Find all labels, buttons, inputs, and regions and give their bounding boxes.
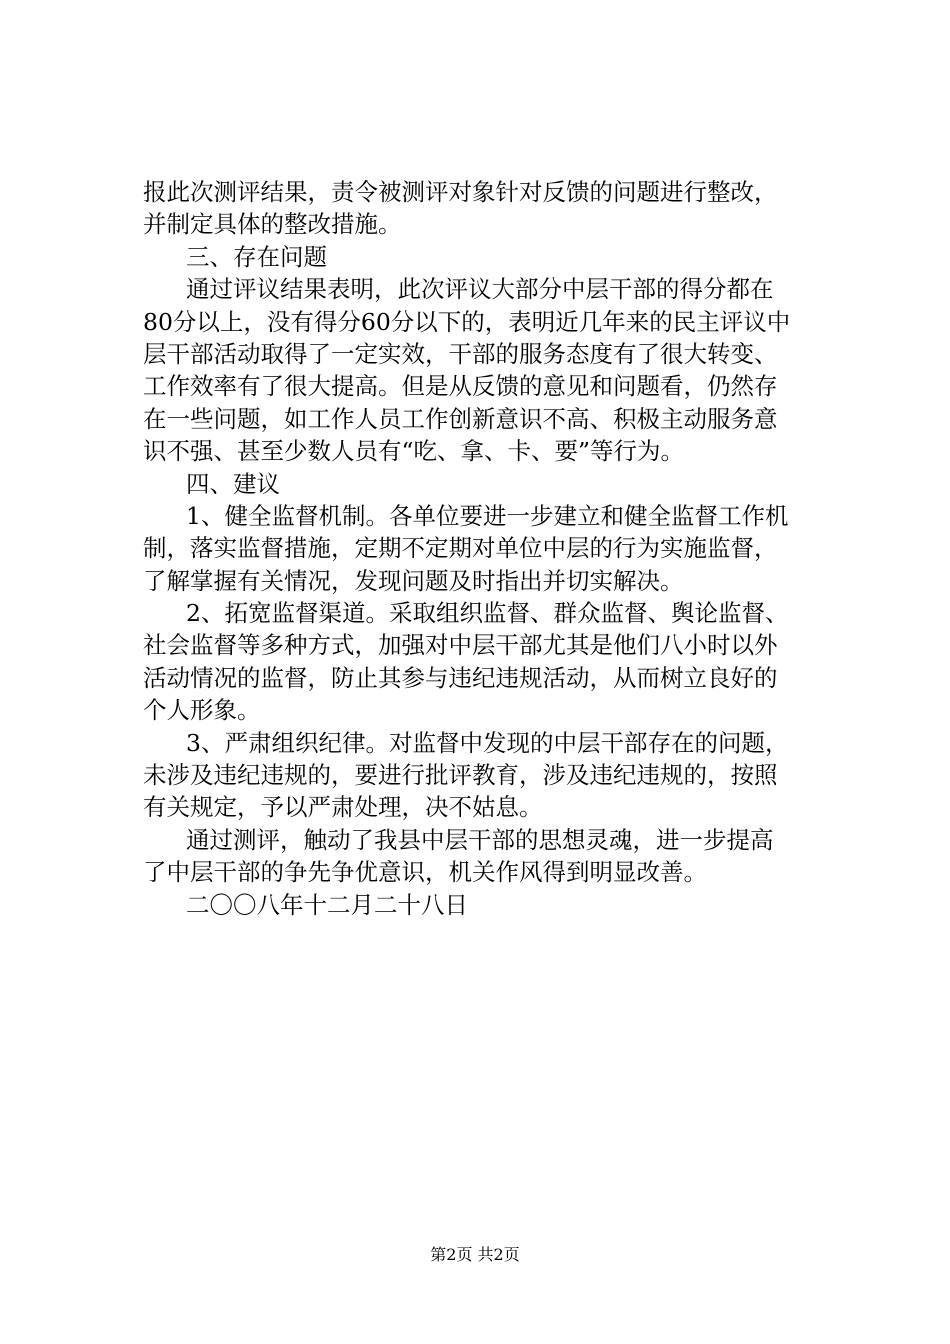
- text-line: 活动情况的监督，防止其参与违纪违规活动，从而树立良好的: [143, 663, 778, 692]
- text-line: 2、拓宽监督渠道。采取组织监督、群众监督、舆论监督、: [186, 599, 789, 628]
- text-line: 80分以上，没有得分60分以下的，表明近几年来的民主评议中: [143, 307, 791, 336]
- text-line: 制，落实监督措施，定期不定期对单位中层的行为实施监督，: [143, 534, 778, 563]
- text-line: 报此次测评结果，责令被测评对象针对反馈的问题进行整改，: [143, 178, 778, 206]
- text-line: 在一些问题，如工作人员工作创新意识不高、积极主动服务意: [143, 404, 778, 433]
- document-date: 二〇〇八年十二月二十八日: [186, 890, 468, 919]
- text-line: 未涉及违纪违规的，要进行批评教育，涉及违纪违规的，按照: [143, 761, 778, 790]
- text-line: 了解掌握有关情况，发现问题及时指出并切实解决。: [143, 566, 684, 595]
- text-line: 1、健全监督机制。各单位要进一步建立和健全监督工作机: [186, 501, 789, 530]
- document-body: [143, 176, 833, 921]
- text-line: 识不强、甚至少数人员有“吃、拿、卡、要”等行为。: [143, 437, 685, 466]
- text-line: 有关规定，予以严肃处理，决不姑息。: [143, 793, 543, 822]
- section-heading-suggestions: 四、建议: [186, 469, 280, 498]
- text-line: 个人形象。: [143, 696, 261, 725]
- section-heading-issues: 三、存在问题: [186, 242, 327, 271]
- page-number-footer: 第2页 共2页: [430, 1245, 520, 1264]
- text-line: 并制定具体的整改措施。: [143, 210, 402, 239]
- text-line: 通过测评，触动了我县中层干部的思想灵魂，进一步提高: [186, 825, 774, 854]
- text-line: 社会监督等多种方式，加强对中层干部尤其是他们八小时以外: [143, 631, 778, 660]
- text-line: 3、严肃组织纪律。对监督中发现的中层干部存在的问题，: [186, 728, 789, 757]
- text-line: 工作效率有了很大提高。但是从反馈的意见和问题看，仍然存: [143, 372, 778, 401]
- text-line: 通过评议结果表明，此次评议大部分中层干部的得分都在: [186, 275, 774, 304]
- text-line: 层干部活动取得了一定实效，干部的服务态度有了很大转变、: [143, 339, 778, 368]
- text-line: 了中层干部的争先争优意识，机关作风得到明显改善。: [143, 858, 707, 887]
